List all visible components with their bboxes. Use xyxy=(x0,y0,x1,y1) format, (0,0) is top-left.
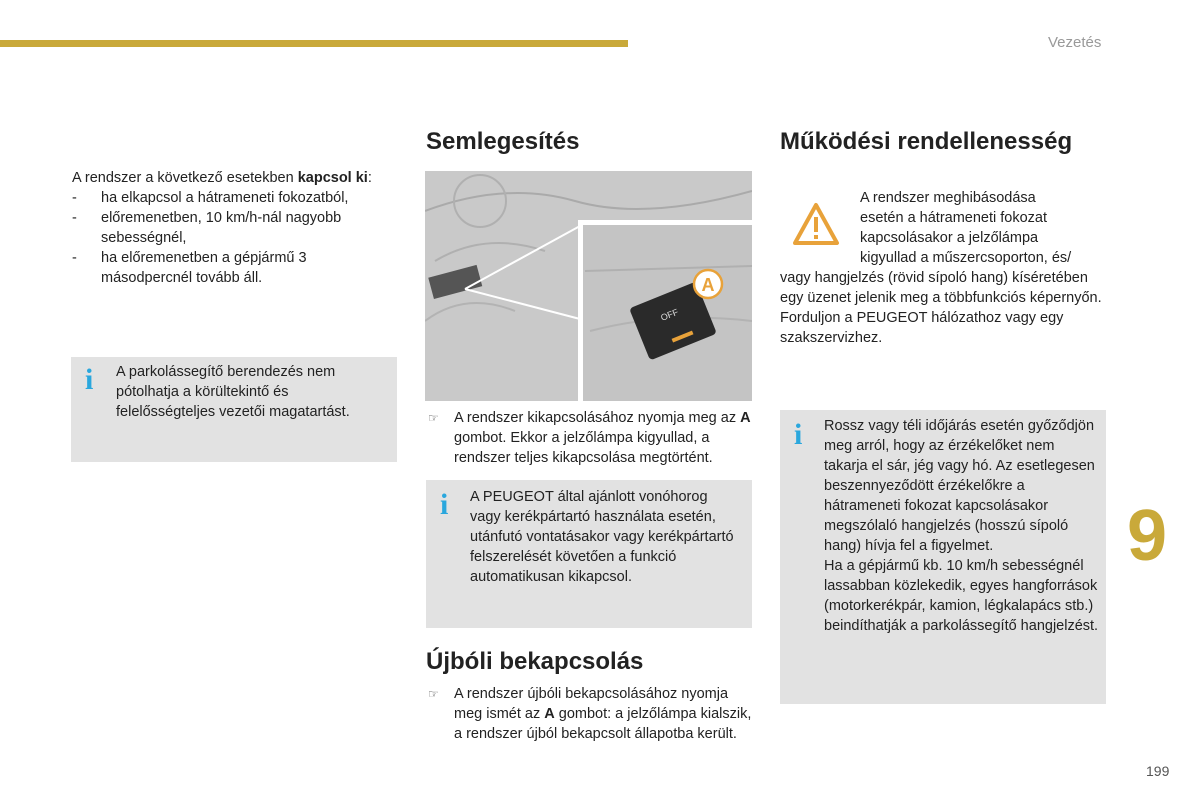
info-icon: i xyxy=(440,488,449,521)
info-box-right xyxy=(780,410,1106,704)
list-item: - ha előremenetben a gépjármű 3 másodpercnél tovább áll. xyxy=(72,248,326,288)
section-title-mukodesi-rendellenesseg: Működési rendellenesség xyxy=(780,128,1073,155)
warning-triangle-icon xyxy=(792,202,840,246)
pointing-hand-icon: ☞ xyxy=(428,687,439,701)
warning-text: vagy hangjelzés (rövid sípoló hang) kíséretében egy üzenet jelenik meg a többfunkciós képernyőn. Forduljon a PEUGEOT hálózathoz vagy egy szakszervizhez. xyxy=(780,268,1110,348)
section-title-ujboli-bekapcsolas: Újbóli bekapcsolás xyxy=(426,648,644,675)
deactivation-list xyxy=(72,188,397,288)
chapter-number: 9 xyxy=(1127,496,1168,576)
section-title-semlegesites: Semlegesítés xyxy=(426,128,580,155)
info-box-middle xyxy=(426,480,752,628)
warning-lines: A rendszer meghibásodása esetén a hátrameneti fokozat kapcsolásakor a jelzőlámpa kigyullad a műszercsoporton, és/ xyxy=(860,190,1072,266)
info-icon: i xyxy=(85,363,94,396)
pointing-hand-icon: ☞ xyxy=(428,411,439,425)
header-accent-bar xyxy=(0,40,628,47)
button-a-label: A xyxy=(701,275,715,295)
list-item: - ha elkapcsol a hátrameneti fokozatból, xyxy=(72,188,397,208)
contact-text: Forduljon a PEUGEOT hálózathoz vagy egy szakszervizhez. xyxy=(780,310,1064,346)
info-text: A parkolássegítő berendezés nem pótolhatja a körültekintő és felelősségteljes vezetői magatartást. xyxy=(116,364,350,420)
list-item: - előremenetben, 10 km/h-nál nagyobb sebességnél, xyxy=(72,208,371,248)
left-column xyxy=(72,168,397,288)
switch-off-label: OFF xyxy=(659,306,680,323)
info-box-left xyxy=(71,357,397,462)
info-text: Rossz vagy téli időjárás esetén győződjön meg arról, hogy az érzékelőket nem takarja el sár, jég vagy hó. Az esetlegesen beszennyeződött érzékelőkre a hátrameneti fokozat kapcsolásakor megszólaló hangjelzés (hosszú sípoló hang) hívja fel a figyelmet. Ha a gépjármű kb. 10 km/h sebességnél lassabban közlekedik, egyes hangforrások (motorkerékpár, kamion, légkalapács stb.) beindíthatják a parkolássegítő hangjelzést. xyxy=(824,418,1099,634)
step-deactivate xyxy=(426,408,752,468)
intro-text: A rendszer a következő esetekben kapcsol ki: xyxy=(72,170,372,186)
instruction-item: ☞ A rendszer kikapcsolásához nyomja meg az A gombot. Ekkor a jelzőlámpa kigyullad, a rendszer teljes kikapcsolása megtörtént. xyxy=(428,410,751,466)
step-reactivate xyxy=(426,684,752,744)
info-text: A PEUGEOT által ajánlott vonóhorog vagy kerékpártartó használata esetén, utánfutó vontatásakor vagy kerékpártartó felszerelését követően a funkció automatikusan kikapcsol. xyxy=(470,489,734,585)
button-illustration xyxy=(425,171,752,401)
page-number: 199 xyxy=(1146,763,1170,779)
info-icon: i xyxy=(794,418,803,451)
instruction-item: ☞ A rendszer újbóli bekapcsolásához nyomja meg ismét az A gombot: a jelzőlámpa kialszik, a rendszer újból bekapcsolt állapotba került. xyxy=(428,686,752,742)
chapter-title: Vezetés xyxy=(1048,34,1102,51)
